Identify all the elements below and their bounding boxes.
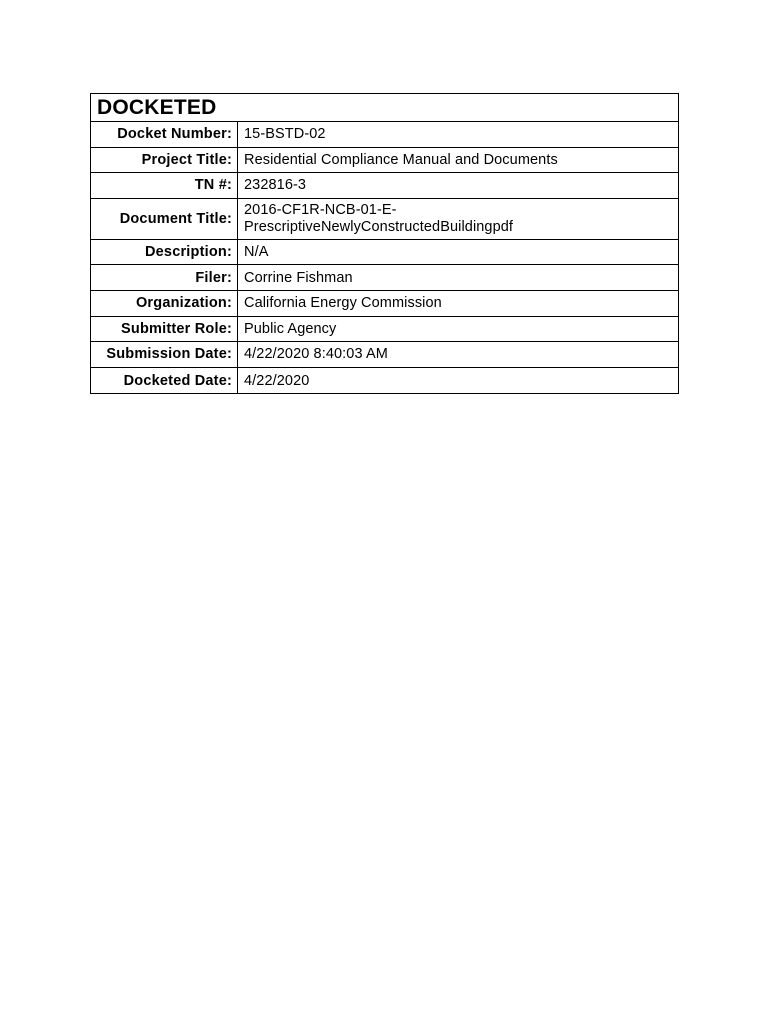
project-title-label: Project Title: bbox=[91, 148, 238, 173]
docket-number-value: 15-BSTD-02 bbox=[244, 126, 326, 143]
organization-row bbox=[91, 291, 678, 317]
document-title-label: Document Title: bbox=[91, 199, 238, 239]
filer-value: Corrine Fishman bbox=[244, 269, 353, 286]
docket-number-label: Docket Number: bbox=[91, 122, 238, 147]
document-title-row bbox=[91, 199, 678, 240]
organization-label: Organization: bbox=[91, 291, 238, 316]
submission-date-label: Submission Date: bbox=[91, 342, 238, 367]
organization-value: California Energy Commission bbox=[244, 295, 442, 312]
document-title-value bbox=[238, 199, 678, 239]
docketed-date-label: Docketed Date: bbox=[91, 368, 238, 394]
submitter-role-label: Submitter Role: bbox=[91, 317, 238, 342]
description-value: N/A bbox=[244, 244, 269, 261]
submitter-role-row bbox=[91, 317, 678, 343]
submitter-role-value: Public Agency bbox=[244, 320, 337, 337]
project-title-row bbox=[91, 148, 678, 174]
submission-date-row bbox=[91, 342, 678, 368]
submission-date-value: 4/22/2020 8:40:03 AM bbox=[244, 346, 388, 363]
description-row bbox=[91, 240, 678, 266]
docket-info-table bbox=[90, 93, 679, 394]
docketed-date-value: 4/22/2020 bbox=[244, 372, 310, 389]
document-title-line-1: 2016-CF1R-NCB-01-E- bbox=[244, 201, 397, 218]
project-title-value: Residential Compliance Manual and Documents bbox=[244, 151, 558, 168]
tn-row bbox=[91, 173, 678, 199]
docketed-heading: DOCKETED bbox=[91, 94, 678, 122]
filer-row bbox=[91, 265, 678, 291]
document-title-line-2: PrescriptiveNewlyConstructedBuildingpdf bbox=[244, 218, 514, 235]
docket-number-row bbox=[91, 122, 678, 148]
tn-value: 232816-3 bbox=[244, 177, 307, 194]
description-label: Description: bbox=[91, 240, 238, 265]
filer-label: Filer: bbox=[91, 265, 238, 290]
tn-label: TN #: bbox=[91, 173, 238, 198]
docketed-date-row bbox=[91, 368, 678, 394]
